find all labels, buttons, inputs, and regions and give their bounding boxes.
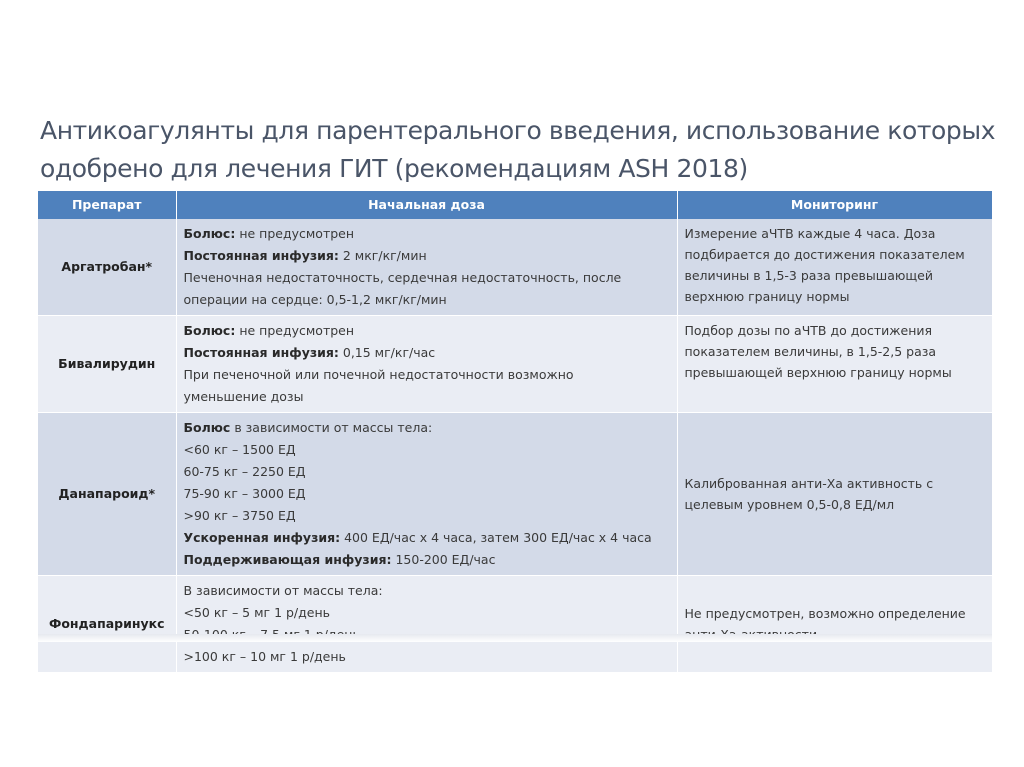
dose-line xyxy=(184,549,670,571)
dose-line xyxy=(184,342,670,364)
dose-line-label: Постоянная инфузия: xyxy=(183,345,339,360)
dose-line xyxy=(184,602,670,624)
table-row xyxy=(38,576,992,673)
dose-line xyxy=(184,364,670,386)
dose-line xyxy=(184,439,670,461)
dose-line-label: Болюс xyxy=(183,420,231,435)
slide-title xyxy=(40,112,996,188)
dose-line xyxy=(184,483,670,505)
dose-line-text: <50 кг – 5 мг 1 р/день xyxy=(183,605,331,620)
drug-name-cell: Аргатробан* xyxy=(38,219,176,316)
dose-line-text: уменьшение дозы xyxy=(183,389,304,404)
dose-line-text: Печеночная недостаточность, сердечная недостаточность, после xyxy=(183,270,622,285)
dose-line xyxy=(184,267,670,289)
dose-line xyxy=(184,417,670,439)
monitoring-line: Калиброванная анти-Ха активность с xyxy=(684,476,934,491)
table-row xyxy=(38,413,992,576)
monitoring-line: показателем величины, в 1,5-2,5 раза xyxy=(684,344,937,359)
dose-line xyxy=(184,245,670,267)
dose-line xyxy=(184,646,670,668)
table-row xyxy=(38,316,992,413)
monitoring-line: целевым уровнем 0,5-0,8 ЕД/мл xyxy=(684,497,895,512)
dose-line xyxy=(184,580,670,602)
drug-name-cell: Фондапаринукс xyxy=(38,576,176,673)
table-body xyxy=(38,219,992,673)
dose-line xyxy=(184,320,670,342)
monitoring-line: величины в 1,5-3 раза превышающей xyxy=(684,268,933,283)
initial-dose-cell xyxy=(176,219,677,316)
dose-line-text: не предусмотрен xyxy=(235,226,355,241)
dose-line-text: >100 кг – 10 мг 1 р/день xyxy=(183,649,346,664)
table-header-row xyxy=(38,191,992,219)
table-bottom-shadow xyxy=(38,634,992,642)
dose-line xyxy=(184,461,670,483)
dose-line-text: 60-75 кг – 2250 ЕД xyxy=(183,464,306,479)
dose-line-text: В зависимости от массы тела: xyxy=(183,583,383,598)
monitoring-line: Измерение аЧТВ каждые 4 часа. Доза xyxy=(684,226,936,241)
monitoring-line: превышающей верхнюю границу нормы xyxy=(684,365,952,380)
monitoring-line: подбирается до достижения показателем xyxy=(684,247,965,262)
dose-line-text: 400 ЕД/час х 4 часа, затем 300 ЕД/час х 4 часа xyxy=(340,530,652,545)
dose-line-text: <60 кг – 1500 ЕД xyxy=(183,442,296,457)
monitoring-line: Подбор дозы по аЧТВ до достижения xyxy=(684,323,933,338)
drug-name-cell: Данапароид* xyxy=(38,413,176,576)
table-row xyxy=(38,219,992,316)
header-monitoring: Мониторинг xyxy=(677,191,992,219)
dose-line-text: 0,15 мг/кг/час xyxy=(338,345,436,360)
dose-line-label: Болюс: xyxy=(183,226,236,241)
dose-line-label: Поддерживающая инфузия: xyxy=(183,552,392,567)
slide-title-line-2: одобрено для лечения ГИТ (рекомендациям ASH 2018) xyxy=(40,154,748,183)
dose-line-text: При печеночной или почечной недостаточности возможно xyxy=(183,367,574,382)
header-drug: Препарат xyxy=(38,191,176,219)
dose-line-text: операции на сердце: 0,5-1,2 мкг/кг/мин xyxy=(183,292,447,307)
dose-line-text: 150-200 ЕД/час xyxy=(391,552,496,567)
initial-dose-cell xyxy=(176,576,677,673)
monitoring-cell xyxy=(677,413,992,576)
dose-line-text: 75-90 кг – 3000 ЕД xyxy=(183,486,306,501)
dose-line xyxy=(184,386,670,408)
slide-title-line-1: Антикоагулянты для парентерального введения, использование которых xyxy=(40,116,996,145)
monitoring-cell xyxy=(677,316,992,413)
dose-line xyxy=(184,527,670,549)
dose-line xyxy=(184,223,670,245)
dose-line xyxy=(184,289,670,311)
dose-line-text: не предусмотрен xyxy=(235,323,355,338)
dose-line-text: в зависимости от массы тела: xyxy=(230,420,433,435)
initial-dose-cell xyxy=(176,413,677,576)
dose-line-text: 2 мкг/кг/мин xyxy=(338,248,427,263)
anticoagulant-table xyxy=(38,191,993,673)
dose-line xyxy=(184,505,670,527)
monitoring-line: Не предусмотрен, возможно определение xyxy=(684,606,966,621)
header-initial-dose: Начальная доза xyxy=(176,191,677,219)
drug-name-cell: Бивалирудин xyxy=(38,316,176,413)
dose-line-label: Болюс: xyxy=(183,323,236,338)
dose-line-label: Постоянная инфузия: xyxy=(183,248,339,263)
monitoring-line: верхнюю границу нормы xyxy=(684,289,850,304)
dose-line-label: Ускоренная инфузия: xyxy=(183,530,341,545)
monitoring-cell xyxy=(677,576,992,673)
initial-dose-cell xyxy=(176,316,677,413)
dose-line-text: >90 кг – 3750 ЕД xyxy=(183,508,296,523)
monitoring-cell xyxy=(677,219,992,316)
